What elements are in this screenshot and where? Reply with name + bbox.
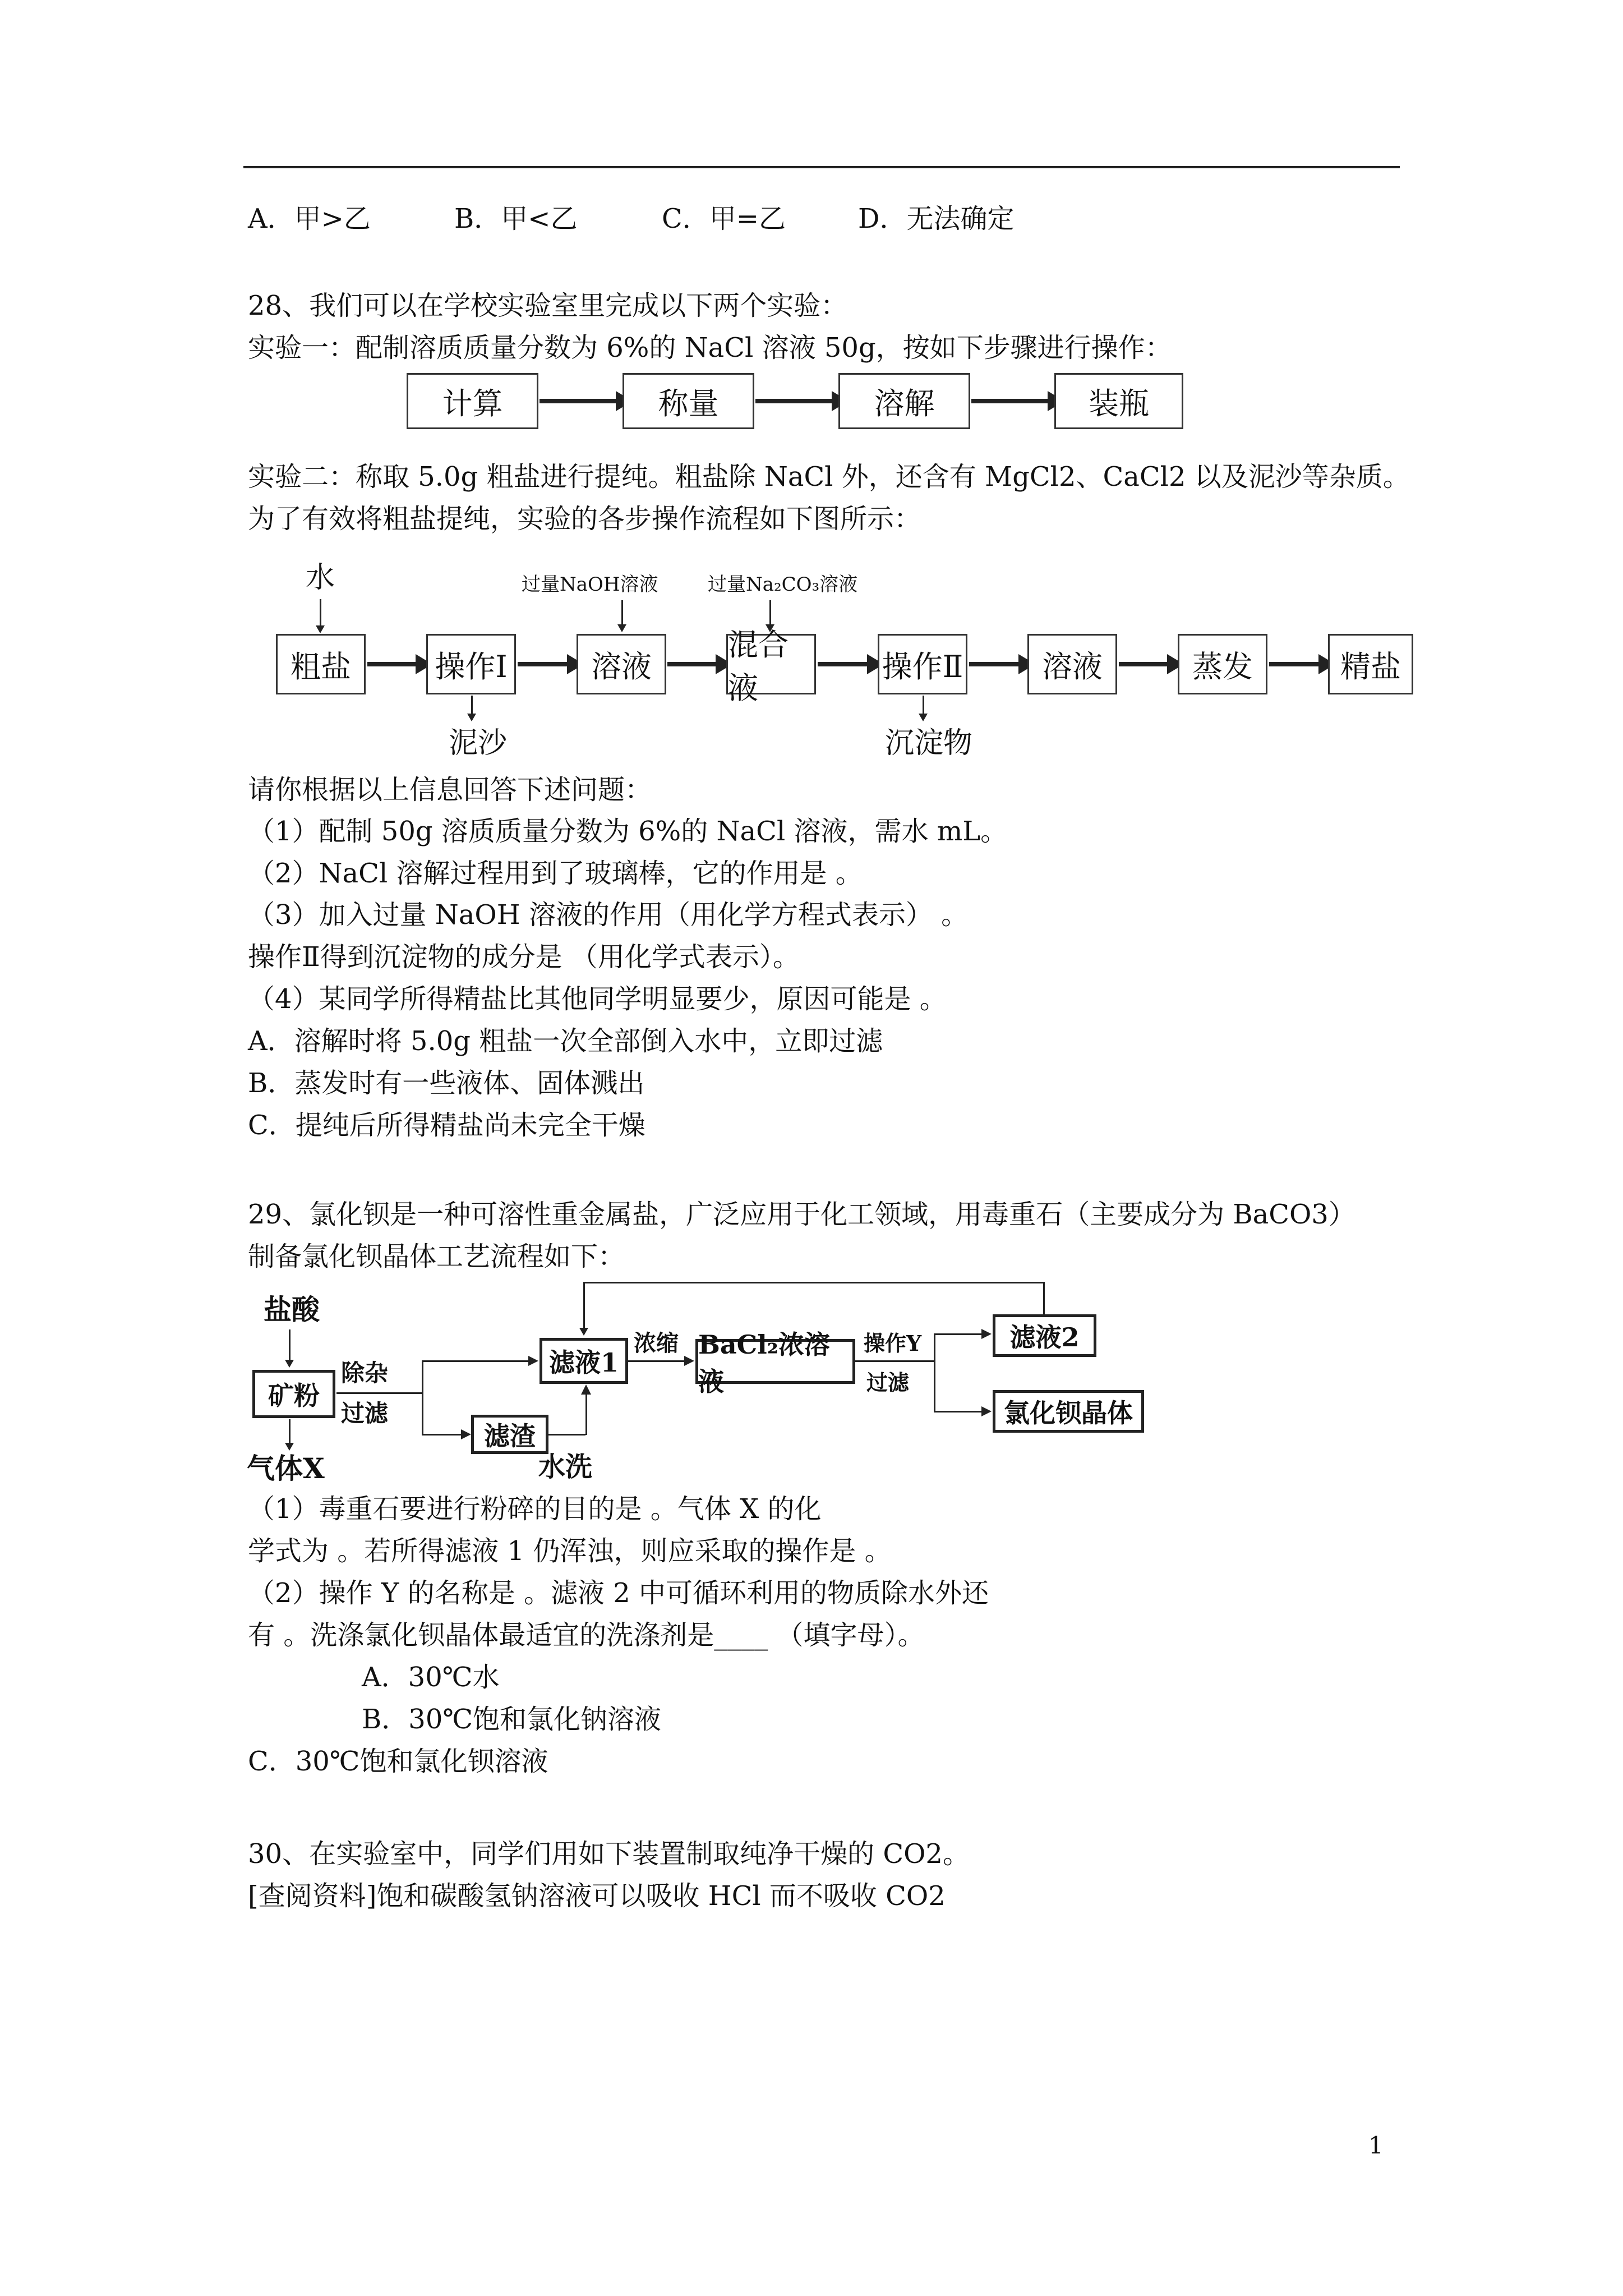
flow1-step-weigh: 称量 — [623, 373, 754, 429]
q28-intro: 28、我们可以在学校实验室里完成以下两个实验： — [248, 290, 848, 321]
q29-q1a: （1）毒重石要进行粉碎的目的是 。气体 X 的化 — [248, 1493, 822, 1525]
header-rule — [243, 166, 1400, 168]
q29-remove-label: 除杂 — [341, 1359, 389, 1387]
q28-exp1: 实验一：配制溶质质量分数为 6%的 NaCl 溶液 50g，按如下步骤进行操作： — [248, 332, 1172, 364]
flow1-arrow — [540, 399, 618, 403]
q28-q3b: 操作Ⅱ得到沉淀物的成分是 （用化学式表示）。 — [248, 941, 800, 973]
flow2-step-op1: 操作Ⅰ — [426, 634, 516, 694]
flow2-na2co3-label: 过量Na₂CO₃溶液 — [708, 573, 858, 596]
flow2-step-solution1: 溶液 — [577, 634, 666, 694]
q29-residue-box: 滤渣 — [471, 1415, 548, 1454]
q28-q2: （2）NaCl 溶解过程用到了玻璃棒，它的作用是 。 — [248, 858, 863, 889]
flow1-step-dissolve: 溶解 — [838, 373, 970, 429]
q29-opt-c: C．30℃饱和氯化钡溶液 — [248, 1746, 548, 1777]
q28-exp2-line1: 实验二：称取 5.0g 粗盐进行提纯。粗盐除 NaCl 外，还含有 MgCl2、CaCl2 以及泥沙等杂质。 — [248, 461, 1410, 493]
q28-opt-a: A．溶解时将 5.0g 粗盐一次全部倒入水中，立即过滤 — [248, 1025, 883, 1057]
q29-concentrate-label: 浓缩 — [634, 1330, 679, 1356]
q28-opt-c: C．提纯后所得精盐尚未完全干燥 — [248, 1110, 645, 1141]
q29-opt-b: B．30℃饱和氯化钠溶液 — [362, 1704, 662, 1735]
q28-q3: （3）加入过量 NaOH 溶液的作用（用化学方程式表示） 。 — [248, 899, 969, 931]
choice-b: B．甲<乙 — [454, 203, 578, 234]
flow2-step-mixture: 混合液 — [726, 634, 816, 694]
q29-opY-label: 操作Y — [864, 1331, 922, 1356]
flow1-arrow — [755, 399, 834, 403]
q29-line2: 制备氯化钡晶体工艺流程如下： — [248, 1241, 625, 1272]
q29-line1: 29、氯化钡是一种可溶性重金属盐，广泛应用于化工领域，用毒重石（主要成分为 BaCO3） — [248, 1199, 1355, 1230]
flow2-naoh-label: 过量NaOH溶液 — [522, 573, 658, 596]
choice-d: D．无法确定 — [858, 203, 1015, 234]
q29-wash-label: 水洗 — [538, 1451, 593, 1483]
q29-filtrate2-box: 滤液2 — [993, 1314, 1096, 1357]
flow2-step-crude: 粗盐 — [276, 634, 366, 694]
q30-line1: 30、在实验室中，同学们用如下装置制取纯净干燥的 CO2。 — [248, 1838, 970, 1870]
flow1-step-bottle: 装瓶 — [1054, 373, 1183, 429]
q29-filter2-label: 过滤 — [866, 1370, 910, 1395]
q29-q1b: 学式为 。若所得滤液 1 仍浑浊，则应采取的操作是 。 — [248, 1535, 892, 1567]
flow1-step-calc: 计算 — [407, 373, 538, 429]
q29-hcl-label: 盐酸 — [264, 1293, 320, 1326]
q29-bacl2-box: BaCl₂浓溶液 — [695, 1339, 855, 1384]
choice-c: C．甲=乙 — [662, 203, 786, 234]
q28-prompt: 请你根据以上信息回答下述问题： — [248, 774, 652, 806]
page-number: 1 — [1368, 2132, 1384, 2159]
q28-q4: （4）某同学所得精盐比其他同学明显要少，原因可能是 。 — [248, 983, 947, 1015]
flow2-step-refined: 精盐 — [1328, 634, 1413, 694]
flow2-step-solution2: 溶液 — [1027, 634, 1117, 694]
q28-q1: （1）配制 50g 溶质质量分数为 6%的 NaCl 溶液，需水 mL。 — [248, 816, 1008, 847]
q29-opt-a: A．30℃水 — [362, 1662, 500, 1693]
q29-filter-label: 过滤 — [341, 1400, 389, 1427]
flow1-arrow — [971, 399, 1050, 403]
q29-ore-box: 矿粉 — [252, 1370, 335, 1418]
flow2-step-evaporate: 蒸发 — [1178, 634, 1267, 694]
flow2-water-label: 水 — [306, 561, 335, 595]
flow2-precip-label: 沉淀物 — [885, 726, 973, 760]
q30-line2: [查阅资料]饱和碳酸氢钠溶液可以吸收 HCl 而不吸收 CO2 — [248, 1880, 946, 1912]
q29-gas-label: 气体X — [247, 1452, 325, 1485]
q29-filtrate1-box: 滤液1 — [540, 1338, 628, 1384]
choice-a: A．甲>乙 — [248, 203, 371, 234]
q29-q2a: （2）操作 Y 的名称是 。滤液 2 中可循环利用的物质除水外还 — [248, 1577, 989, 1609]
q29-q2b: 有 。洗涤氯化钡晶体最适宜的洗涤剂是____ （填字母）。 — [248, 1619, 925, 1651]
flow2-sand-label: 泥沙 — [449, 726, 508, 760]
q28-opt-b: B．蒸发时有一些液体、固体溅出 — [248, 1068, 645, 1099]
flow2-step-op2: 操作Ⅱ — [878, 634, 967, 694]
q28-exp2-line2: 为了有效将粗盐提纯，实验的各步操作流程如下图所示： — [248, 503, 921, 535]
q29-crystal-box: 氯化钡晶体 — [993, 1390, 1144, 1433]
